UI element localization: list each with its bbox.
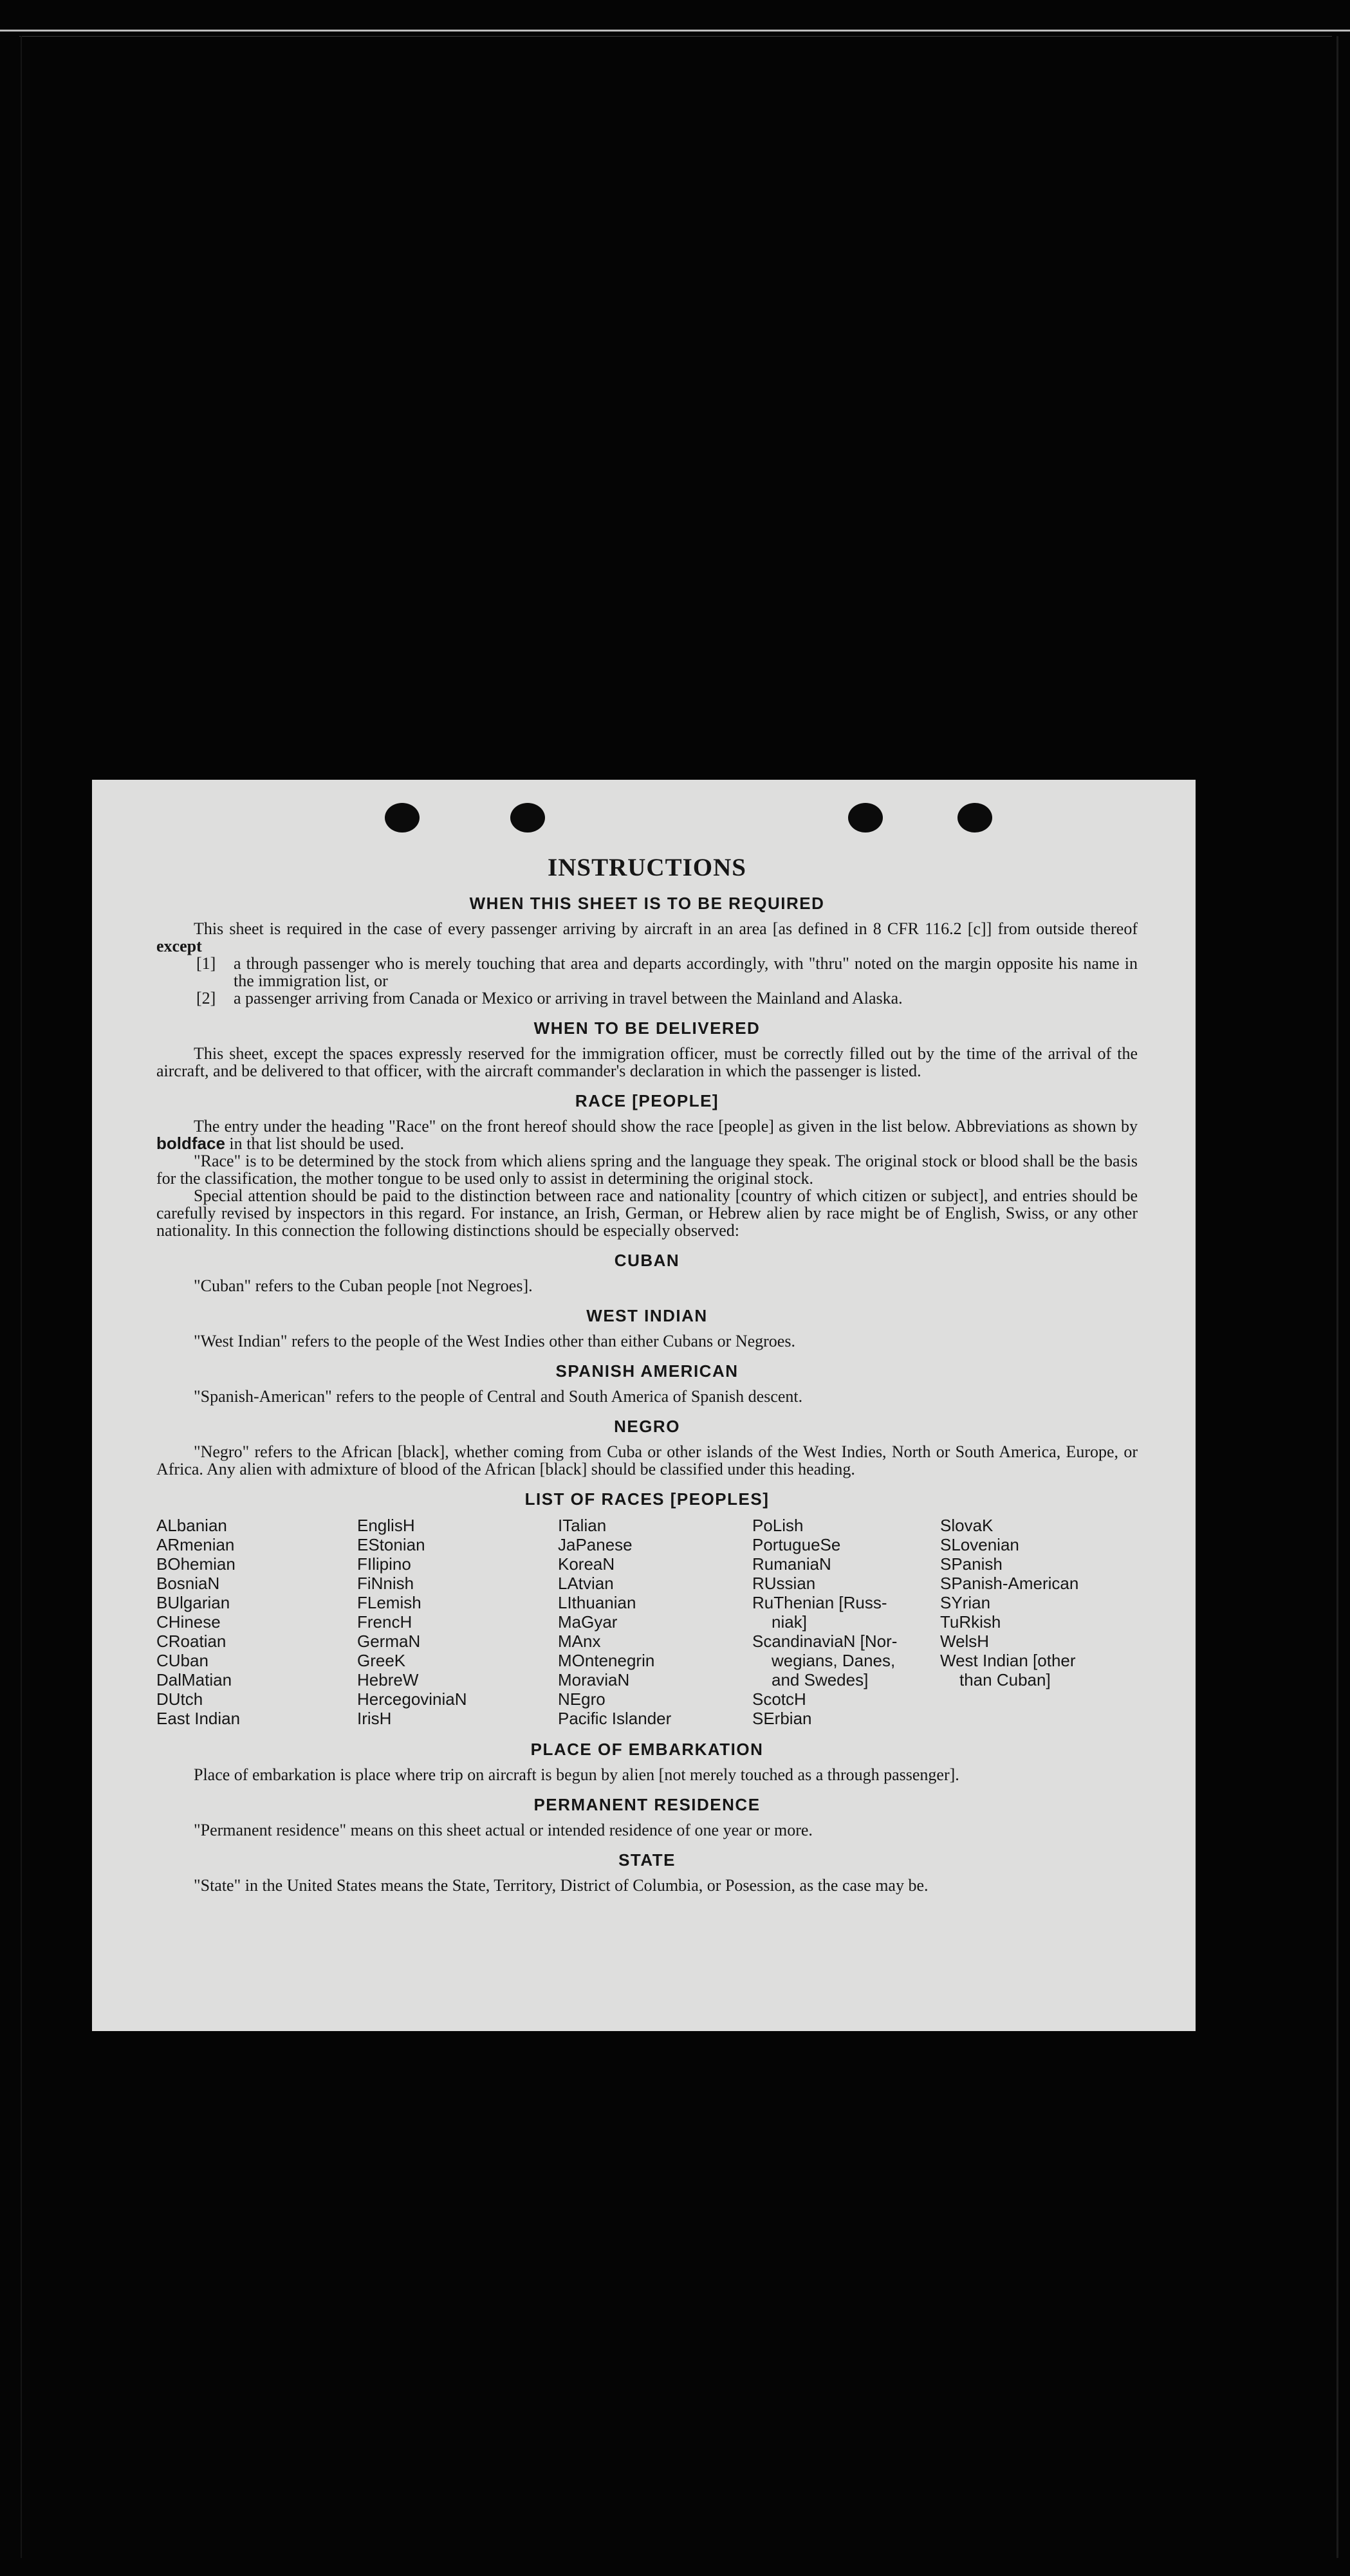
race-entry: CHinese — [156, 1612, 221, 1632]
permanent-residence-text: "Permanent residence" means on this sheet actual or intended residence of one year or more. — [194, 1821, 813, 1839]
race-entry: CRoatian — [156, 1632, 227, 1651]
race-entry: BosniaN — [156, 1574, 220, 1593]
races-column-5 — [940, 1516, 1133, 1728]
race-entry: LIthuanian — [558, 1593, 636, 1612]
races-column-4 — [752, 1516, 940, 1728]
race-entry: BOhemian — [156, 1554, 236, 1574]
race-paragraph-3: Special attention should be paid to the distinction between race and nationality [country of which citizen or subject], and entries should be carefully revised by inspectors in this regard. For instance, an Irish, German, or Hebrew alien by race might be of English, Swiss, or any other nationality. In this connection the following distinctions should be especially observed: — [156, 1186, 1138, 1240]
punch-hole — [957, 803, 992, 833]
heading-spanish-american: SPANISH AMERICAN — [555, 1361, 739, 1381]
race-entry: PortugueSe — [752, 1535, 841, 1554]
race-entry: ITalian — [558, 1516, 607, 1535]
race-entry-continuation: wegians, Danes, — [772, 1651, 896, 1670]
race-entry: MAnx — [558, 1632, 601, 1651]
race-entry: NEgro — [558, 1689, 606, 1709]
heading-state: STATE — [618, 1850, 676, 1870]
race-entry: RumaniaN — [752, 1554, 831, 1574]
punch-hole — [510, 803, 545, 833]
race-entry: LAtvian — [558, 1574, 614, 1593]
race-entry: SYrian — [940, 1593, 991, 1612]
race-entry-continuation: niak] — [772, 1612, 807, 1632]
race-entry: ALbanian — [156, 1516, 227, 1535]
race-entry: West Indian [other — [940, 1651, 1076, 1670]
race-entry: WelsH — [940, 1632, 990, 1651]
race-entry: SLovenian — [940, 1535, 1019, 1554]
race-paragraph-1: The entry under the heading "Race" on the front hereof should show the race [people] as given in the list below. Abbreviations as shown by boldface in that list should be used. — [156, 1117, 1138, 1153]
heading-west-indian: WEST INDIAN — [586, 1306, 708, 1325]
race-entry: GreeK — [357, 1651, 406, 1670]
heading-when-required: WHEN THIS SHEET IS TO BE REQUIRED — [469, 894, 825, 913]
race-entry: East Indian — [156, 1709, 241, 1728]
race-entry: EStonian — [357, 1535, 425, 1554]
film-right-edge — [1336, 36, 1338, 2558]
race-entry: PoLish — [752, 1516, 804, 1535]
west-indian-text: "West Indian" refers to the people of the West Indies other than either Cubans or Negroes. — [194, 1332, 795, 1350]
heading-list-of-races: LIST OF RACES [PEOPLES] — [524, 1489, 770, 1509]
race-entry: FiNnish — [357, 1574, 414, 1593]
heading-negro: NEGRO — [614, 1417, 680, 1436]
race-entry: MoraviaN — [558, 1670, 630, 1689]
race-entry: FrencH — [357, 1612, 412, 1632]
race-entry: SPanish — [940, 1554, 1003, 1574]
when-required-intro: This sheet is required in the case of every passenger arriving by aircraft in an area [as defined in 8 CFR 116.2 [c]] from outside thereof except — [156, 919, 1138, 955]
race-entry: HebreW — [357, 1670, 419, 1689]
race-entry: ScandinaviaN [Nor- — [752, 1632, 898, 1651]
instruction-sheet — [92, 780, 1196, 2031]
race-entry: MOntenegrin — [558, 1651, 655, 1670]
race-entry: SPanish-American — [940, 1574, 1079, 1593]
race-entry-continuation: and Swedes] — [772, 1670, 869, 1689]
race-entry: FIlipino — [357, 1554, 411, 1574]
race-paragraph-2: "Race" is to be determined by the stock from which aliens spring and the language they speak. The original stock or blood shall be the basis for the classification, the mother tongue to be used only to assist in determining the original stock. — [156, 1152, 1138, 1188]
film-top-line-faint — [19, 36, 1332, 37]
races-column-2 — [357, 1516, 558, 1728]
race-entry: HercegoviniaN — [357, 1689, 467, 1709]
state-text: "State" in the United States means the State, Territory, District of Columbia, or Posession, as the case may be. — [194, 1876, 929, 1895]
races-list — [156, 1516, 1138, 1728]
heading-permanent-residence: PERMANENT RESIDENCE — [533, 1795, 761, 1814]
heading-embarkation: PLACE OF EMBARKATION — [530, 1740, 764, 1759]
race-entry: CUban — [156, 1651, 208, 1670]
page-title: INSTRUCTIONS — [548, 854, 746, 881]
film-top-line — [0, 30, 1350, 32]
race-entry: SErbian — [752, 1709, 812, 1728]
heading-when-delivered: WHEN TO BE DELIVERED — [533, 1018, 761, 1038]
when-required-item-1: [1] a through passenger who is merely touching that area and departs accordingly, with "thru" noted on the margin opposite his name in the immigration list, or — [196, 954, 1138, 990]
race-entry: RuThenian [Russ- — [752, 1593, 887, 1612]
races-column-1 — [156, 1516, 357, 1728]
races-column-3 — [558, 1516, 752, 1728]
when-required-item-2: [2] a passenger arriving from Canada or Mexico or arriving in travel between the Mainland and Alaska. — [196, 989, 903, 1007]
heading-cuban: CUBAN — [614, 1251, 680, 1270]
race-entry: SlovaK — [940, 1516, 994, 1535]
race-entry: DUtch — [156, 1689, 203, 1709]
punch-hole — [385, 803, 420, 833]
race-entry: Pacific Islander — [558, 1709, 672, 1728]
cuban-text: "Cuban" refers to the Cuban people [not Negroes]. — [194, 1276, 533, 1295]
race-entry-continuation: than Cuban] — [959, 1670, 1051, 1689]
spanish-american-text: "Spanish-American" refers to the people of Central and South America of Spanish descent. — [194, 1387, 803, 1406]
race-entry: FLemish — [357, 1593, 421, 1612]
heading-race: RACE [PEOPLE] — [575, 1091, 719, 1110]
race-entry: BUlgarian — [156, 1593, 230, 1612]
race-entry: ARmenian — [156, 1535, 235, 1554]
race-entry: IrisH — [357, 1709, 392, 1728]
race-entry: ScotcH — [752, 1689, 806, 1709]
race-entry: DalMatian — [156, 1670, 232, 1689]
race-entry: KoreaN — [558, 1554, 615, 1574]
race-entry: MaGyar — [558, 1612, 618, 1632]
punch-hole — [848, 803, 883, 833]
when-delivered-text: This sheet, except the spaces expressly reserved for the immigration officer, must be correctly filled out by the time of the arrival of the aircraft, and be delivered to that officer, with the aircraft commander's declaration in which the passenger is listed. — [156, 1044, 1138, 1080]
negro-text: "Negro" refers to the African [black], whether coming from Cuba or other islands of the West Indies, North or South America, Europe, or Africa. Any alien with admixture of blood of the African [black] should be classified under this heading. — [156, 1442, 1138, 1478]
race-entry: TuRkish — [940, 1612, 1001, 1632]
race-entry: JaPanese — [558, 1535, 633, 1554]
embarkation-text: Place of embarkation is place where trip on aircraft is begun by alien [not merely touched as a through passenger]. — [194, 1765, 959, 1784]
film-left-edge — [21, 36, 22, 2558]
race-entry: EnglisH — [357, 1516, 415, 1535]
race-entry: GermaN — [357, 1632, 421, 1651]
race-entry: RUssian — [752, 1574, 816, 1593]
